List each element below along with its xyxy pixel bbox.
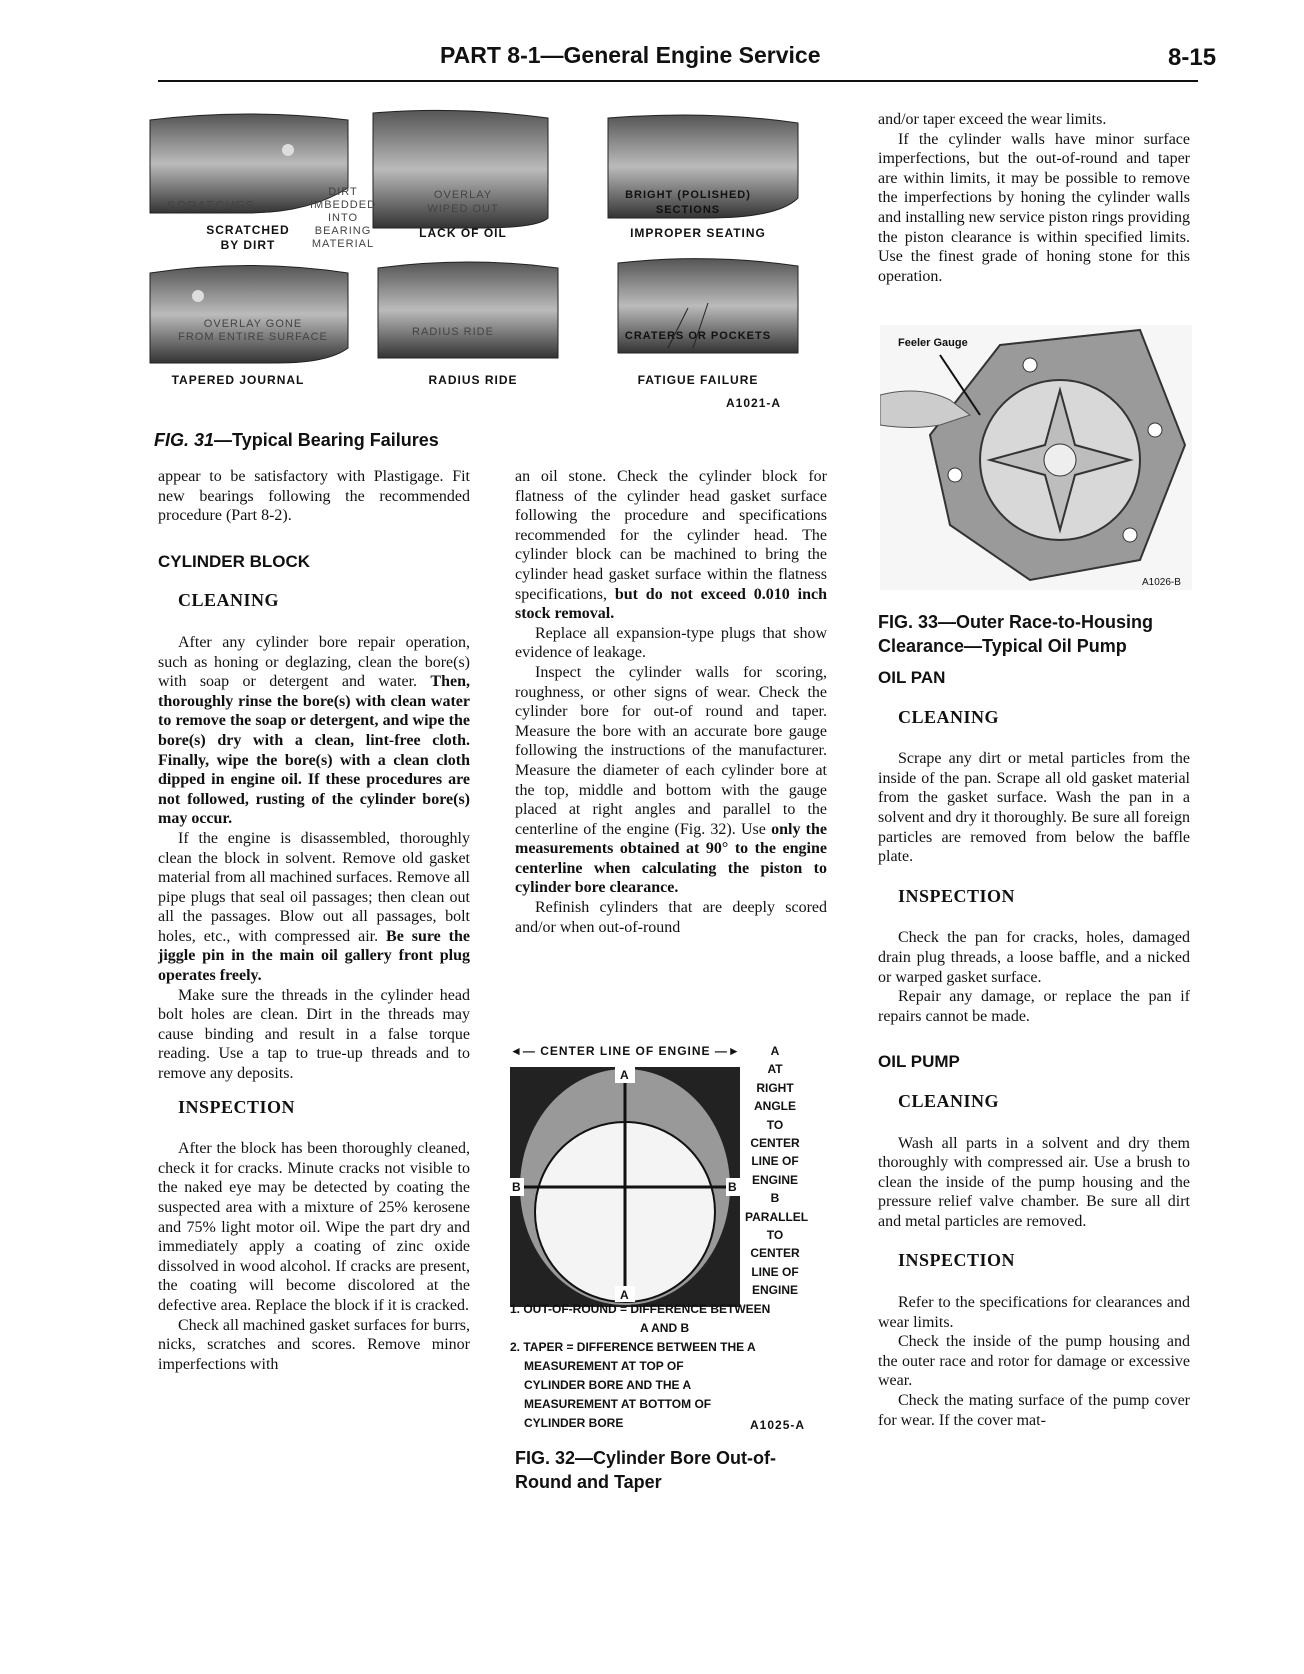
col3-p0: and/or taper exceed the wear limits.: [878, 111, 1107, 128]
fig32-centerline-label: ◄— CENTER LINE OF ENGINE —►: [510, 1044, 741, 1058]
fig33-feeler-label: Feeler Gauge: [898, 337, 968, 349]
heading-oil-pan: OIL PAN: [878, 668, 946, 687]
col2-p0b: but do not exceed 0.010 inch stock removal.: [515, 585, 827, 623]
label-dirt-imbedded: DIRT IMBEDDED INTO BEARING MATERIAL: [309, 186, 377, 250]
fig32-caption: FIG. 32—Cylinder Bore Out-of-Round and Taper: [515, 1448, 777, 1492]
fig32-letter-b-left: B: [512, 1180, 522, 1194]
column-2: [515, 467, 827, 937]
fig32-note1a: 1. OUT-OF-ROUND = DIFFERENCE BETWEEN: [510, 1302, 771, 1316]
col3-p2: Scrape any dirt or metal particles from the inside of the pan. Scrape all old gasket material from the gasket surface. Wash the pan in a solvent and dry it thoroughly. Be sure all foreign particles are removed from below the baffle plate.: [878, 750, 1190, 866]
caption-tapered-journal: TAPERED JOURNAL: [171, 373, 305, 387]
fig31-caption: [154, 428, 439, 452]
side-label: PARALLEL: [745, 1209, 809, 1224]
col1-p1a: After any cylinder bore repair operation, such as honing or deglazing, clean the bore(s) with soap or detergent and water.: [158, 633, 470, 691]
col2-p0a: an oil stone. Check the cylinder block for flatness of the cylinder head gasket surface following the procedure and specifications recommended for the cylinder head. The cylinder block can be machined to bring the cylinder head gasket surface within the flatness specifications,: [515, 468, 827, 603]
side-label: ANGLE: [754, 1099, 796, 1114]
cylinder-bore-diagram: [510, 1062, 740, 1312]
col2-p3: Refinish cylinders that are deeply scored and/or when out-of-round: [515, 899, 827, 936]
page-header-title: PART 8-1—General Engine Service: [440, 42, 821, 68]
col3-p1: If the cylinder walls have minor surface imperfections, but the out-of-round and taper are within limits, it may be possible to remove the imperfections by honing the cylinder walls and installing new service piston rings providing the piston clearance is within specified limits. Use the finest grade of honing stone for this operation.: [878, 130, 1190, 285]
heading-oil-pan-inspection: INSPECTION: [898, 885, 1016, 906]
col3-p6: Refer to the specifications for clearances and wear limits.: [878, 1294, 1190, 1331]
side-label: AT: [767, 1062, 783, 1077]
heading-cylinder-block: CYLINDER BLOCK: [158, 551, 311, 571]
fig32-note1b: A AND B: [640, 1321, 690, 1335]
side-label: CENTER: [750, 1246, 800, 1261]
caption-lack-oil: LACK OF OIL: [419, 226, 507, 240]
bearing-failures-illustration: [148, 108, 828, 398]
fig31-caption-text: Typical Bearing Failures: [232, 430, 439, 450]
side-label: ENGINE: [751, 1283, 798, 1298]
page-number: 8-15: [1168, 44, 1217, 71]
col1-p4: After the block has been thoroughly cleaned, check it for cracks. Minute cracks not visible to the naked eye may be detected by coating the suspected area with a mixture of 25% kerosene and 75% light motor oil. Wipe the part dry and immediately apply a coating of zinc oxide dissolved in wood alcohol. If cracks are present, the coating will become discolored at the defective area. Replace the block if it is cracked.: [158, 1140, 470, 1314]
fig32-notes: [510, 1300, 810, 1433]
caption-improper-seating: IMPROPER SEATING: [630, 226, 766, 240]
label-scratches: SCRATCHES: [166, 198, 256, 213]
label-craters: CRATERS OR POCKETS: [624, 330, 772, 342]
col2-p2a: Inspect the cylinder walls for scoring, roughness, or other signs of wear. Check the cylinder bore for out-of round and taper. Measure the bore with an accurate bore gauge following the instructions of the manufacturer. Measure the diameter of each cylinder bore at the top, middle and bottom with the gauge placed at right angles and parallel to the centerline of the engine (Fig. 32). Use: [515, 663, 827, 838]
col3-p4: Repair any damage, or replace the pan if repairs cannot be made.: [878, 988, 1190, 1025]
heading-oil-pump-cleaning: CLEANING: [898, 1090, 1000, 1111]
col1-p1: [158, 633, 470, 829]
col3-p3: Check the pan for cracks, holes, damaged drain plug threads, a loose baffle, and a nicked or warped gasket surface.: [878, 929, 1190, 986]
side-label: CENTER: [750, 1136, 800, 1151]
side-label: A: [770, 1044, 780, 1058]
label-overlay-wiped: OVERLAY WIPED OUT: [427, 189, 499, 215]
heading-oil-pan-cleaning: CLEANING: [898, 706, 1000, 727]
heading-oil-pump-inspection: INSPECTION: [898, 1250, 1016, 1271]
fig31-caption-prefix: FIG. 31—: [154, 430, 233, 450]
fig31-code: A1021-A: [726, 396, 782, 410]
col2-p1: Replace all expansion-type plugs that show evidence of leakage.: [515, 624, 827, 662]
col3-p8: Check the mating surface of the pump cover for wear. If the cover mat-: [878, 1392, 1190, 1429]
side-label: LINE OF: [751, 1264, 799, 1279]
side-label: B: [770, 1191, 780, 1206]
caption-radius-ride: RADIUS RIDE: [428, 373, 518, 387]
side-label: LINE OF: [751, 1154, 799, 1169]
column-1: [158, 467, 470, 1374]
side-label: TO: [766, 1117, 784, 1132]
label-overlay-gone: OVERLAY GONE FROM ENTIRE SURFACE: [178, 318, 328, 343]
figure-33: [880, 325, 1192, 590]
heading-cleaning: CLEANING: [178, 590, 280, 611]
figure-32: [510, 1040, 830, 1490]
side-label: RIGHT: [756, 1080, 794, 1095]
col3-p7: Check the inside of the pump housing and the outer race and rotor for damage or excessive wear.: [878, 1333, 1190, 1390]
col1-p0: appear to be satisfactory with Plastigage. Fit new bearings following the recommended procedure (Part 8-2).: [158, 468, 470, 525]
col3-p5: Wash all parts in a solvent and dry them thoroughly with compressed air. Use a brush to clean the inside of the pump housing and the pressure relief valve chamber. Be sure all dirt and metal particles are removed.: [878, 1134, 1190, 1230]
col2-p2: [515, 663, 827, 898]
col2-p0: [515, 467, 827, 624]
side-label: ENGINE: [751, 1172, 798, 1187]
caption-fatigue-failure: FATIGUE FAILURE: [637, 373, 759, 387]
fig32-side-labels: [745, 1042, 809, 1300]
col1-p5: Check all machined gasket surfaces for burrs, nicks, scratches and scores. Remove minor imperfections with: [158, 1316, 470, 1373]
heading-inspection: INSPECTION: [178, 1096, 296, 1117]
fig32-letter-a-bottom: A: [620, 1288, 630, 1302]
col1-p2: [158, 829, 470, 986]
col2-p2b: only the measurements obtained at 90° to the engine centerline when calculating the piston to cylinder bore clearance.: [515, 820, 827, 897]
fig33-code: A1026-B: [1142, 577, 1181, 588]
figure-31: [148, 108, 828, 418]
oil-pump-illustration: [880, 325, 1192, 590]
fig32-centerline-text: CENTER LINE OF ENGINE: [540, 1044, 711, 1058]
column-3-bottom: [878, 668, 1190, 1430]
fig32-letter-b-right: B: [728, 1180, 738, 1194]
caption-scratched: SCRATCHED BY DIRT: [206, 223, 290, 252]
fig32-note2: 2. TAPER = DIFFERENCE BETWEEN THE A MEASUREMENT AT TOP OF CYLINDER BORE AND THE A MEASUREMENT AT BOTTOM OF CYLINDER BORE: [510, 1340, 756, 1430]
label-radius-ride-inner: RADIUS RIDE: [412, 326, 494, 338]
fig32-letter-a-top: A: [620, 1068, 630, 1082]
col1-p2b: Be sure the jiggle pin in the main oil gallery front plug operates freely.: [158, 927, 471, 985]
column-3-top: [878, 110, 1190, 286]
col1-p1b: Then, thoroughly rinse the bore(s) with clean water to remove the soap or detergent, and wipe the bore(s) dry with a clean, lint-free cloth. Finally, wipe the bore(s) with a clean cloth dipped in engine oil. If these procedures are not followed, rusting of the cylinder bore(s) may occur.: [158, 673, 470, 828]
fig32-code: A1025-A: [750, 1418, 806, 1432]
side-label: TO: [766, 1228, 784, 1243]
header-rule: [158, 80, 1198, 82]
heading-oil-pump: OIL PUMP: [878, 1052, 960, 1072]
fig33-caption: FIG. 33—Outer Race-to-Housing Clearance—Typical Oil Pump: [878, 612, 1154, 656]
col1-p2a: If the engine is disassembled, thoroughly clean the block in solvent. Remove old gasket material from all machined surfaces. Remove all pipe plugs that seal oil passages; then clean out all the passages. Blow out all passages, bolt holes, etc., with compressed air.: [158, 829, 470, 945]
col1-p3: Make sure the threads in the cylinder head bolt holes are clean. Dirt in the threads may cause binding and result in a false torque reading. Use a tap to true-up threads and to remove any deposits.: [158, 986, 470, 1083]
label-bright-polished: BRIGHT (POLISHED) SECTIONS: [625, 189, 751, 216]
